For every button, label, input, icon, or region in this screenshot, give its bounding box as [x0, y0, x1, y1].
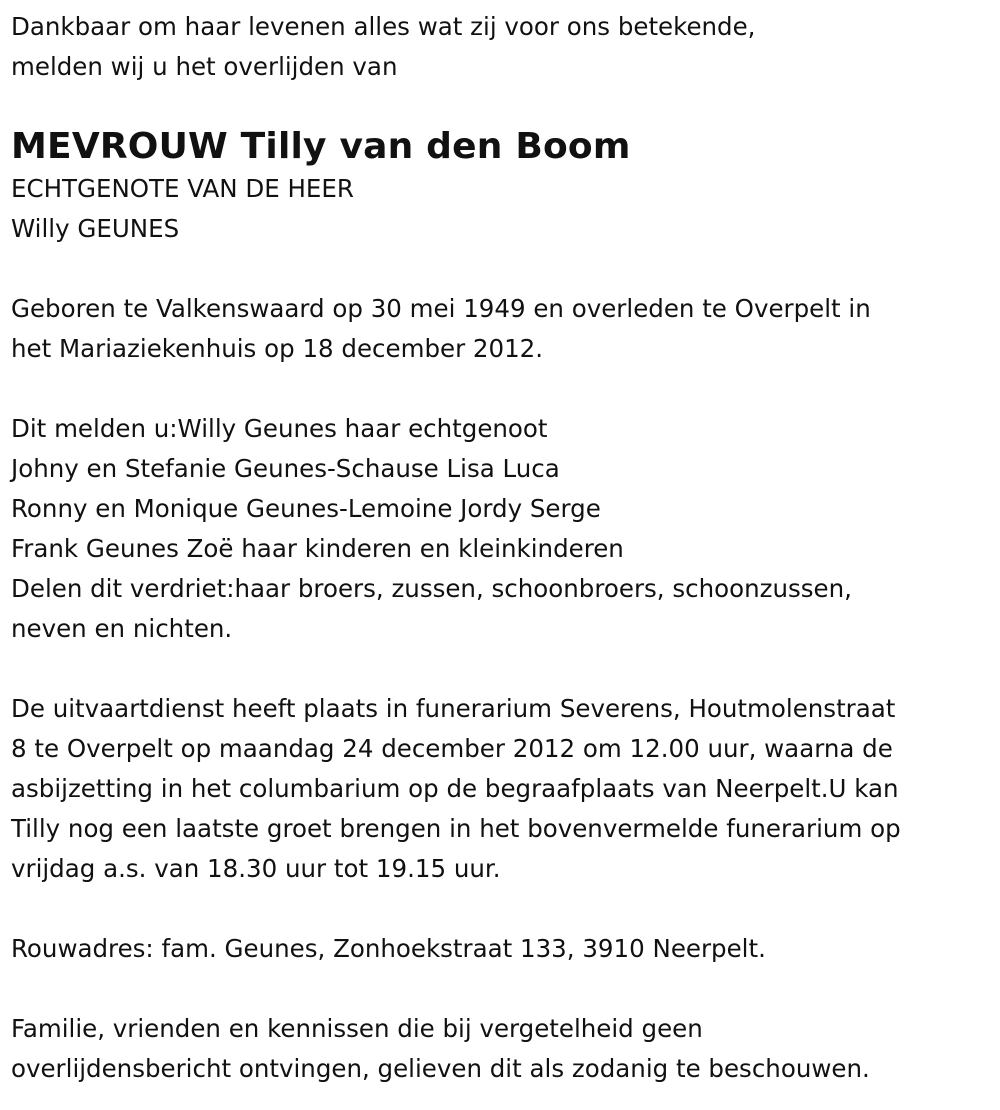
deceased-name: MEVROUW Tilly van den Boom: [11, 126, 631, 167]
birth-death-line-1: Geboren te Valkenswaard op 30 mei 1949 en overleden te Overpelt in: [11, 294, 871, 323]
family-line-4: Frank Geunes Zoë haar kinderen en kleinkinderen: [11, 534, 624, 563]
closing-line-1: Familie, vrienden en kennissen die bij vergetelheid geen: [11, 1014, 703, 1043]
intro-line-1: Dankbaar om haar levenen alles wat zij voor ons betekende,: [11, 12, 756, 41]
service-line-3: asbijzetting in het columbarium op de begraafplaats van Neerpelt.U kan: [11, 774, 899, 803]
family-line-1: Dit melden u:Willy Geunes haar echtgenoot: [11, 414, 548, 443]
spacer: [11, 369, 991, 409]
address-line: Rouwadres: fam. Geunes, Zonhoekstraat 133, 3910 Neerpelt.: [11, 934, 766, 963]
birth-death-line-2: het Mariaziekenhuis op 18 december 2012.: [11, 334, 544, 363]
family-line-2: Johny en Stefanie Geunes-Schause Lisa Luca: [11, 454, 560, 483]
closing-line-2: overlijdensbericht ontvingen, gelieven dit als zodanig te beschouwen.: [11, 1054, 870, 1083]
service-line-4: Tilly nog een laatste groet brengen in het bovenvermelde funerarium op: [11, 814, 901, 843]
service-line-5: vrijdag a.s. van 18.30 uur tot 19.15 uur.: [11, 854, 501, 883]
spacer: [11, 969, 991, 1009]
spouse-label: ECHTGENOTE VAN DE HEER: [11, 174, 354, 203]
spacer: [11, 889, 991, 929]
family-line-5: Delen dit verdriet:haar broers, zussen, schoonbroers, schoonzussen,: [11, 574, 852, 603]
spacer: [11, 649, 991, 689]
spacer: [11, 87, 991, 125]
service-line-1: De uitvaartdienst heeft plaats in funerarium Severens, Houtmolenstraat: [11, 694, 896, 723]
family-line-3: Ronny en Monique Geunes-Lemoine Jordy Serge: [11, 494, 601, 523]
service-line-2: 8 te Overpelt op maandag 24 december 2012 om 12.00 uur, waarna de: [11, 734, 893, 763]
spacer: [11, 249, 991, 289]
spouse-name: Willy GEUNES: [11, 214, 180, 243]
family-line-6: neven en nichten.: [11, 614, 233, 643]
obituary-notice: [11, 7, 991, 1089]
intro-line-2: melden wij u het overlijden van: [11, 52, 398, 81]
